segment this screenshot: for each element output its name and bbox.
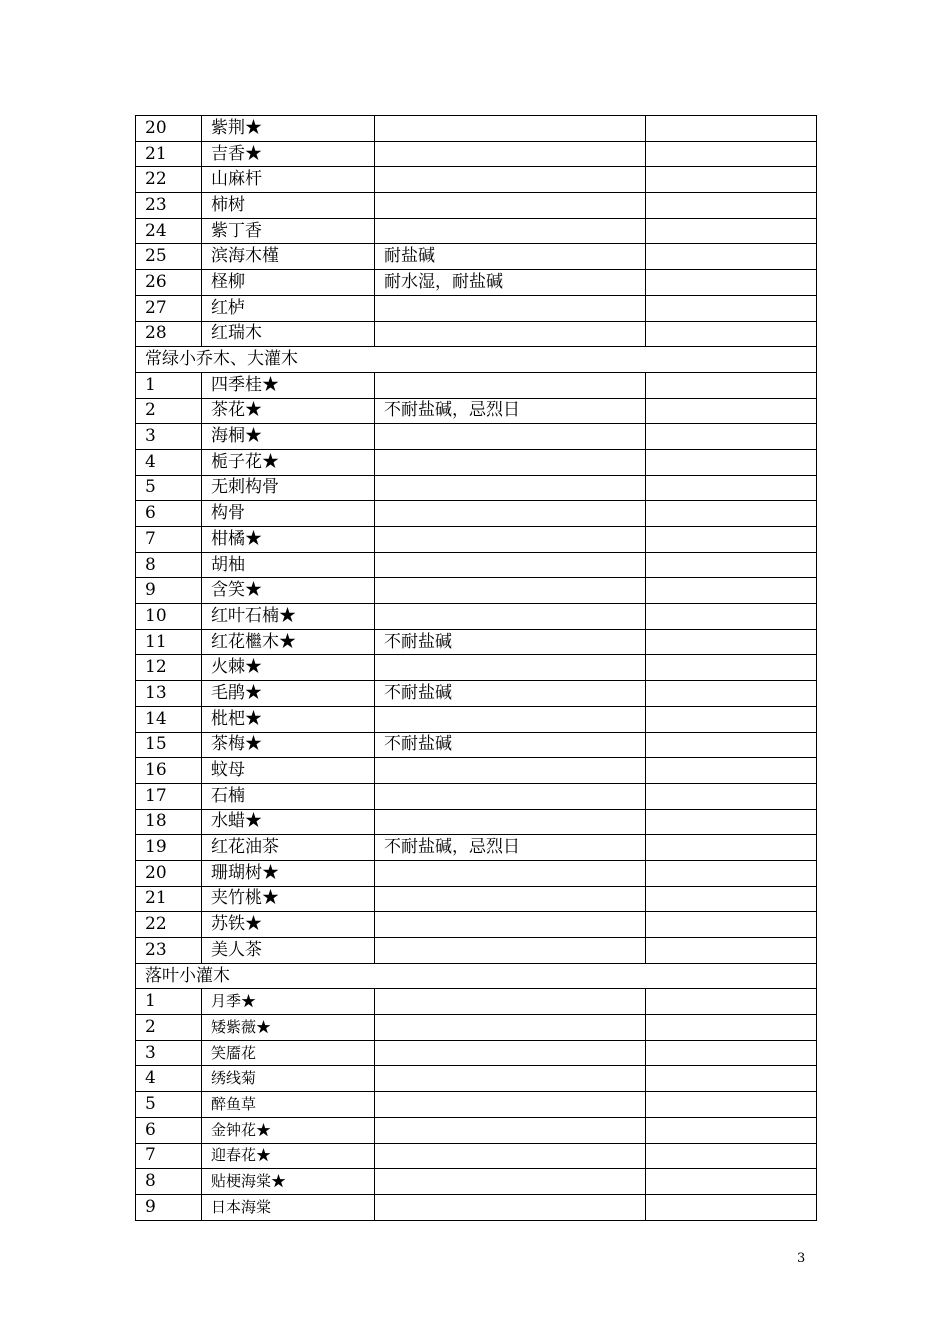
row-number: 3 <box>136 1040 202 1066</box>
table-row <box>136 758 817 784</box>
row-number: 27 <box>136 295 202 321</box>
plant-name: 毛鹃★ <box>202 681 375 707</box>
plant-name: 迎春花★ <box>202 1143 375 1169</box>
table-row <box>136 629 817 655</box>
plant-name: 醉鱼草 <box>202 1092 375 1118</box>
plant-note: 不耐盐碱 <box>375 732 646 758</box>
extra-cell <box>646 501 817 527</box>
plant-name: 红花油茶 <box>202 835 375 861</box>
table-row <box>136 295 817 321</box>
plant-table-body <box>136 116 817 1221</box>
table-row <box>136 1194 817 1220</box>
row-number: 10 <box>136 604 202 630</box>
plant-name: 矮紫薇★ <box>202 1015 375 1041</box>
plant-note <box>375 167 646 193</box>
table-row <box>136 424 817 450</box>
row-number: 8 <box>136 1169 202 1195</box>
extra-cell <box>646 552 817 578</box>
row-number: 4 <box>136 449 202 475</box>
extra-cell <box>646 604 817 630</box>
plant-note <box>375 655 646 681</box>
table-row <box>136 193 817 219</box>
table-row <box>136 1169 817 1195</box>
plant-note <box>375 321 646 347</box>
table-row <box>136 912 817 938</box>
plant-note <box>375 938 646 964</box>
plant-note <box>375 527 646 553</box>
row-number: 16 <box>136 758 202 784</box>
plant-note: 耐水湿，耐盐碱 <box>375 270 646 296</box>
extra-cell <box>646 629 817 655</box>
row-number: 2 <box>136 398 202 424</box>
plant-name: 水蜡★ <box>202 809 375 835</box>
extra-cell <box>646 835 817 861</box>
plant-name: 日本海棠 <box>202 1194 375 1220</box>
section-header-row <box>136 347 817 373</box>
plant-note <box>375 604 646 630</box>
row-number: 8 <box>136 552 202 578</box>
plant-note <box>375 860 646 886</box>
table-row <box>136 783 817 809</box>
plant-name: 珊瑚树★ <box>202 860 375 886</box>
table-row <box>136 860 817 886</box>
plant-name: 胡柚 <box>202 552 375 578</box>
plant-note <box>375 552 646 578</box>
plant-name: 四季桂★ <box>202 372 375 398</box>
plant-note <box>375 886 646 912</box>
plant-name: 火棘★ <box>202 655 375 681</box>
plant-name: 苏铁★ <box>202 912 375 938</box>
plant-note: 不耐盐碱 <box>375 681 646 707</box>
table-row <box>136 552 817 578</box>
row-number: 21 <box>136 886 202 912</box>
table-row <box>136 398 817 424</box>
extra-cell <box>646 1015 817 1041</box>
plant-note <box>375 1040 646 1066</box>
row-number: 11 <box>136 629 202 655</box>
table-row <box>136 167 817 193</box>
extra-cell <box>646 1092 817 1118</box>
extra-cell <box>646 706 817 732</box>
plant-name: 美人茶 <box>202 938 375 964</box>
row-number: 6 <box>136 1117 202 1143</box>
plant-name: 含笑★ <box>202 578 375 604</box>
plant-name: 红栌 <box>202 295 375 321</box>
plant-note <box>375 578 646 604</box>
plant-name: 红瑞木 <box>202 321 375 347</box>
plant-name: 柑橘★ <box>202 527 375 553</box>
plant-note <box>375 218 646 244</box>
plant-name: 夹竹桃★ <box>202 886 375 912</box>
plant-note <box>375 449 646 475</box>
table-row <box>136 218 817 244</box>
table-row <box>136 681 817 707</box>
extra-cell <box>646 1066 817 1092</box>
row-number: 17 <box>136 783 202 809</box>
plant-table <box>135 115 817 1221</box>
extra-cell <box>646 527 817 553</box>
plant-note <box>375 295 646 321</box>
extra-cell <box>646 372 817 398</box>
extra-cell <box>646 809 817 835</box>
extra-cell <box>646 167 817 193</box>
row-number: 1 <box>136 989 202 1015</box>
table-row <box>136 886 817 912</box>
row-number: 21 <box>136 141 202 167</box>
table-row <box>136 449 817 475</box>
extra-cell <box>646 270 817 296</box>
row-number: 5 <box>136 1092 202 1118</box>
extra-cell <box>646 475 817 501</box>
plant-note <box>375 1194 646 1220</box>
plant-name: 贴梗海棠★ <box>202 1169 375 1195</box>
plant-note <box>375 989 646 1015</box>
row-number: 4 <box>136 1066 202 1092</box>
extra-cell <box>646 295 817 321</box>
extra-cell <box>646 218 817 244</box>
extra-cell <box>646 398 817 424</box>
plant-name: 山麻杆 <box>202 167 375 193</box>
plant-name: 柽柳 <box>202 270 375 296</box>
plant-name: 茶花★ <box>202 398 375 424</box>
plant-note <box>375 141 646 167</box>
row-number: 6 <box>136 501 202 527</box>
row-number: 26 <box>136 270 202 296</box>
row-number: 14 <box>136 706 202 732</box>
row-number: 25 <box>136 244 202 270</box>
extra-cell <box>646 449 817 475</box>
table-row <box>136 706 817 732</box>
row-number: 9 <box>136 1194 202 1220</box>
plant-name: 枇杷★ <box>202 706 375 732</box>
table-row <box>136 989 817 1015</box>
table-row <box>136 655 817 681</box>
plant-name: 蚊母 <box>202 758 375 784</box>
row-number: 22 <box>136 167 202 193</box>
extra-cell <box>646 655 817 681</box>
row-number: 20 <box>136 860 202 886</box>
table-row <box>136 372 817 398</box>
plant-note <box>375 501 646 527</box>
table-row <box>136 527 817 553</box>
table-row <box>136 1143 817 1169</box>
extra-cell <box>646 886 817 912</box>
row-number: 23 <box>136 938 202 964</box>
table-row <box>136 244 817 270</box>
table-row <box>136 1015 817 1041</box>
plant-name: 紫荆★ <box>202 116 375 142</box>
row-number: 15 <box>136 732 202 758</box>
table-row <box>136 1040 817 1066</box>
table-row <box>136 270 817 296</box>
extra-cell <box>646 116 817 142</box>
row-number: 5 <box>136 475 202 501</box>
table-row <box>136 321 817 347</box>
extra-cell <box>646 193 817 219</box>
extra-cell <box>646 244 817 270</box>
row-number: 24 <box>136 218 202 244</box>
extra-cell <box>646 1143 817 1169</box>
extra-cell <box>646 424 817 450</box>
row-number: 28 <box>136 321 202 347</box>
plant-note <box>375 116 646 142</box>
plant-note <box>375 372 646 398</box>
row-number: 3 <box>136 424 202 450</box>
extra-cell <box>646 1117 817 1143</box>
plant-name: 红花檵木★ <box>202 629 375 655</box>
extra-cell <box>646 681 817 707</box>
row-number: 9 <box>136 578 202 604</box>
table-row <box>136 604 817 630</box>
extra-cell <box>646 1169 817 1195</box>
plant-name: 无刺构骨 <box>202 475 375 501</box>
table-row <box>136 1092 817 1118</box>
extra-cell <box>646 989 817 1015</box>
table-row <box>136 501 817 527</box>
table-row <box>136 809 817 835</box>
plant-note <box>375 1092 646 1118</box>
extra-cell <box>646 578 817 604</box>
extra-cell <box>646 758 817 784</box>
plant-note <box>375 1066 646 1092</box>
plant-name: 滨海木槿 <box>202 244 375 270</box>
plant-note <box>375 758 646 784</box>
row-number: 2 <box>136 1015 202 1041</box>
plant-name: 金钟花★ <box>202 1117 375 1143</box>
extra-cell <box>646 1040 817 1066</box>
plant-note <box>375 1143 646 1169</box>
table-row <box>136 732 817 758</box>
page-number: 3 <box>797 1251 806 1266</box>
table-row <box>136 1117 817 1143</box>
plant-note: 不耐盐碱，忌烈日 <box>375 835 646 861</box>
extra-cell <box>646 732 817 758</box>
row-number: 20 <box>136 116 202 142</box>
extra-cell <box>646 783 817 809</box>
plant-note <box>375 424 646 450</box>
table-row <box>136 938 817 964</box>
plant-name: 石楠 <box>202 783 375 809</box>
plant-name: 构骨 <box>202 501 375 527</box>
plant-note <box>375 912 646 938</box>
extra-cell <box>646 912 817 938</box>
plant-note <box>375 1169 646 1195</box>
row-number: 7 <box>136 527 202 553</box>
plant-note <box>375 1117 646 1143</box>
table-row <box>136 116 817 142</box>
table-row <box>136 578 817 604</box>
plant-name: 吉香★ <box>202 141 375 167</box>
plant-name: 柿树 <box>202 193 375 219</box>
plant-note <box>375 809 646 835</box>
plant-name: 绣线菊 <box>202 1066 375 1092</box>
row-number: 13 <box>136 681 202 707</box>
table-row <box>136 475 817 501</box>
plant-note: 不耐盐碱 <box>375 629 646 655</box>
section-title: 落叶小灌木 <box>136 963 817 989</box>
plant-name: 栀子花★ <box>202 449 375 475</box>
row-number: 19 <box>136 835 202 861</box>
extra-cell <box>646 1194 817 1220</box>
extra-cell <box>646 141 817 167</box>
row-number: 7 <box>136 1143 202 1169</box>
row-number: 1 <box>136 372 202 398</box>
extra-cell <box>646 321 817 347</box>
section-title: 常绿小乔木、大灌木 <box>136 347 817 373</box>
table-row <box>136 1066 817 1092</box>
row-number: 12 <box>136 655 202 681</box>
plant-note: 不耐盐碱，忌烈日 <box>375 398 646 424</box>
row-number: 22 <box>136 912 202 938</box>
plant-name: 茶梅★ <box>202 732 375 758</box>
plant-note: 耐盐碱 <box>375 244 646 270</box>
row-number: 18 <box>136 809 202 835</box>
extra-cell <box>646 860 817 886</box>
table-row <box>136 141 817 167</box>
table-row <box>136 835 817 861</box>
plant-note <box>375 1015 646 1041</box>
plant-note <box>375 475 646 501</box>
plant-name: 红叶石楠★ <box>202 604 375 630</box>
plant-name: 紫丁香 <box>202 218 375 244</box>
section-header-row <box>136 963 817 989</box>
extra-cell <box>646 938 817 964</box>
plant-name: 笑靥花 <box>202 1040 375 1066</box>
plant-note <box>375 193 646 219</box>
plant-note <box>375 783 646 809</box>
plant-name: 月季★ <box>202 989 375 1015</box>
plant-name: 海桐★ <box>202 424 375 450</box>
plant-note <box>375 706 646 732</box>
row-number: 23 <box>136 193 202 219</box>
